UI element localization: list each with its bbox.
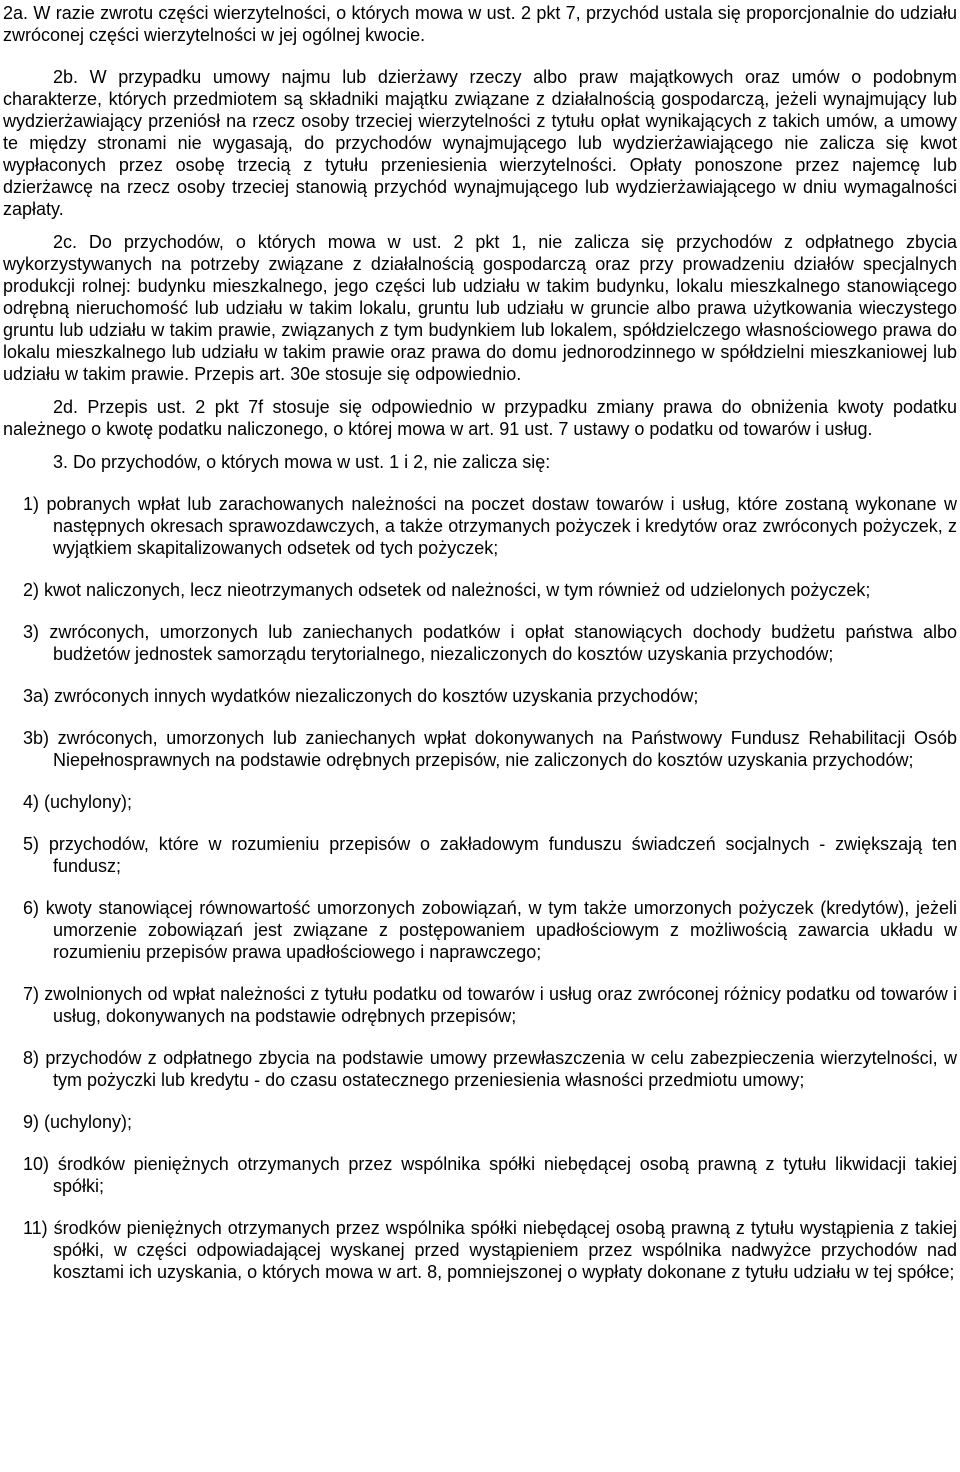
paragraph-2d: 2d. Przepis ust. 2 pkt 7f stosuje się odpowiednio w przypadku zmiany prawa do obniżenia kwoty podatku należnego o kwotę podatku naliczonego, o której mowa w art. 91 ust. 7 ustawy o podatku od towarów i usług. [3,397,957,439]
paragraph-2a: 2a. W razie zwrotu części wierzytelności, o których mowa w ust. 2 pkt 7, przychód ustala się proporcjonalnie do udziału zwróconej części wierzytelności w jej ogólnej kwocie. [3,3,957,45]
list-item: 5) przychodów, które w rozumieniu przepisów o zakładowym funduszu świadczeń socjalnych - zwiększają ten fundusz; [23,834,957,876]
list-item: 3b) zwróconych, umorzonych lub zaniechanych wpłat dokonywanych na Państwowy Fundusz Rehabilitacji Osób Niepełnosprawnych na podstawie odrębnych przepisów, nie zaliczonych do kosztów uzyskania przychodów; [23,728,957,770]
list-item: 4) (uchylony); [23,792,133,812]
list-item: 1) pobranych wpłat lub zarachowanych należności na poczet dostaw towarów i usług, które zostaną wykonane w następnych okresach sprawozdawczych, a także otrzymanych pożyczek i kredytów oraz zwróconych pożyczek, z wyjątkiem skapitalizowanych odsetek od tych pożyczek; [23,494,957,558]
paragraph-2b: 2b. W przypadku umowy najmu lub dzierżawy rzeczy albo praw majątkowych oraz umów o podobnym charakterze, których przedmiotem są składniki majątku związane z działalnością gospodarczą, jeżeli wynajmujący lub wydzierżawiający przeniósł na rzecz osoby trzeciej wierzytelności z tytułu opłat wynikających z takich umów, a umowy te między stronami nie wygasają, do przychodów wynajmującego lub wydzierżawiającego nie zalicza się kwot wypłaconych przez osobę trzecią z tytułu przeniesienia wierzytelności. Opłaty ponoszone przez najemcę lub dzierżawcę na rzecz osoby trzeciej stanowią przychód wynajmującego lub wydzierżawiającego w dniu wymagalności zapłaty. [3,67,957,219]
list-item: 3) zwróconych, umorzonych lub zaniechanych podatków i opłat stanowiących dochody budżetu państwa albo budżetów jednostek samorządu terytorialnego, niezaliczonych do kosztów uzyskania przychodów; [23,622,957,664]
list-item: 9) (uchylony); [23,1112,133,1132]
list-item: 10) środków pieniężnych otrzymanych przez wspólnika spółki niebędącej osobą prawną z tytułu likwidacji takiej spółki; [23,1154,957,1196]
list-item: 11) środków pieniężnych otrzymanych przez wspólnika spółki niebędącej osobą prawną z tytułu wystąpienia z takiej spółki, w części odpowiadającej wyskanej przed wystąpieniem przez wspólnika nadwyżce przychodów nad kosztami ich uzyskania, o których mowa w art. 8, pomniejszonej o wypłaty dokonane z tytułu udziału w tej spółce; [23,1218,957,1282]
document-page [3,2,957,1283]
list-item: 7) zwolnionych od wpłat należności z tytułu podatku od towarów i usług oraz zwróconej różnicy podatku od towarów i usług, dokonywanych na podstawie odrębnych przepisów; [23,984,957,1026]
list-item: 3a) zwróconych innych wydatków niezaliczonych do kosztów uzyskania przychodów; [23,686,699,706]
list-item: 6) kwoty stanowiącej równowartość umorzonych zobowiązań, w tym także umorzonych pożyczek (kredytów), jeżeli umorzenie zobowiązań jest związane z postępowaniem upadłościowym z możliwością zawarcia układu w rozumieniu przepisów prawa upadłościowego i naprawczego; [23,898,957,962]
list-item: 8) przychodów z odpłatnego zbycia na podstawie umowy przewłaszczenia w celu zabezpieczenia wierzytelności, w tym pożyczki lub kredytu - do czasu ostatecznego przeniesienia własności przedmiotu umowy; [23,1048,957,1090]
paragraph-3: 3. Do przychodów, o których mowa w ust. 1 i 2, nie zalicza się: [53,452,551,472]
paragraph-2c: 2c. Do przychodów, o których mowa w ust. 2 pkt 1, nie zalicza się przychodów z odpłatnego zbycia wykorzystywanych na potrzeby związane z działalnością gospodarczą oraz przy prowadzeniu działów specjalnych produkcji rolnej: budynku mieszkalnego, jego części lub udziału w takim budynku, lokalu mieszkalnego stanowiącego odrębną nieruchomość lub udziału w takim lokalu, gruntu lub udziału w gruncie albo prawa użytkowania wieczystego gruntu lub udziału w takim prawie, związanych z tym budynkiem lub lokalem, spółdzielczego własnościowego prawa do lokalu mieszkalnego lub udziału w takim prawie oraz prawa do domu jednorodzinnego w spółdzielni mieszkaniowej lub udziału w takim prawie. Przepis art. 30e stosuje się odpowiednio. [3,232,957,384]
list-item: 2) kwot naliczonych, lecz nieotrzymanych odsetek od należności, w tym również od udzielonych pożyczek; [23,580,871,600]
